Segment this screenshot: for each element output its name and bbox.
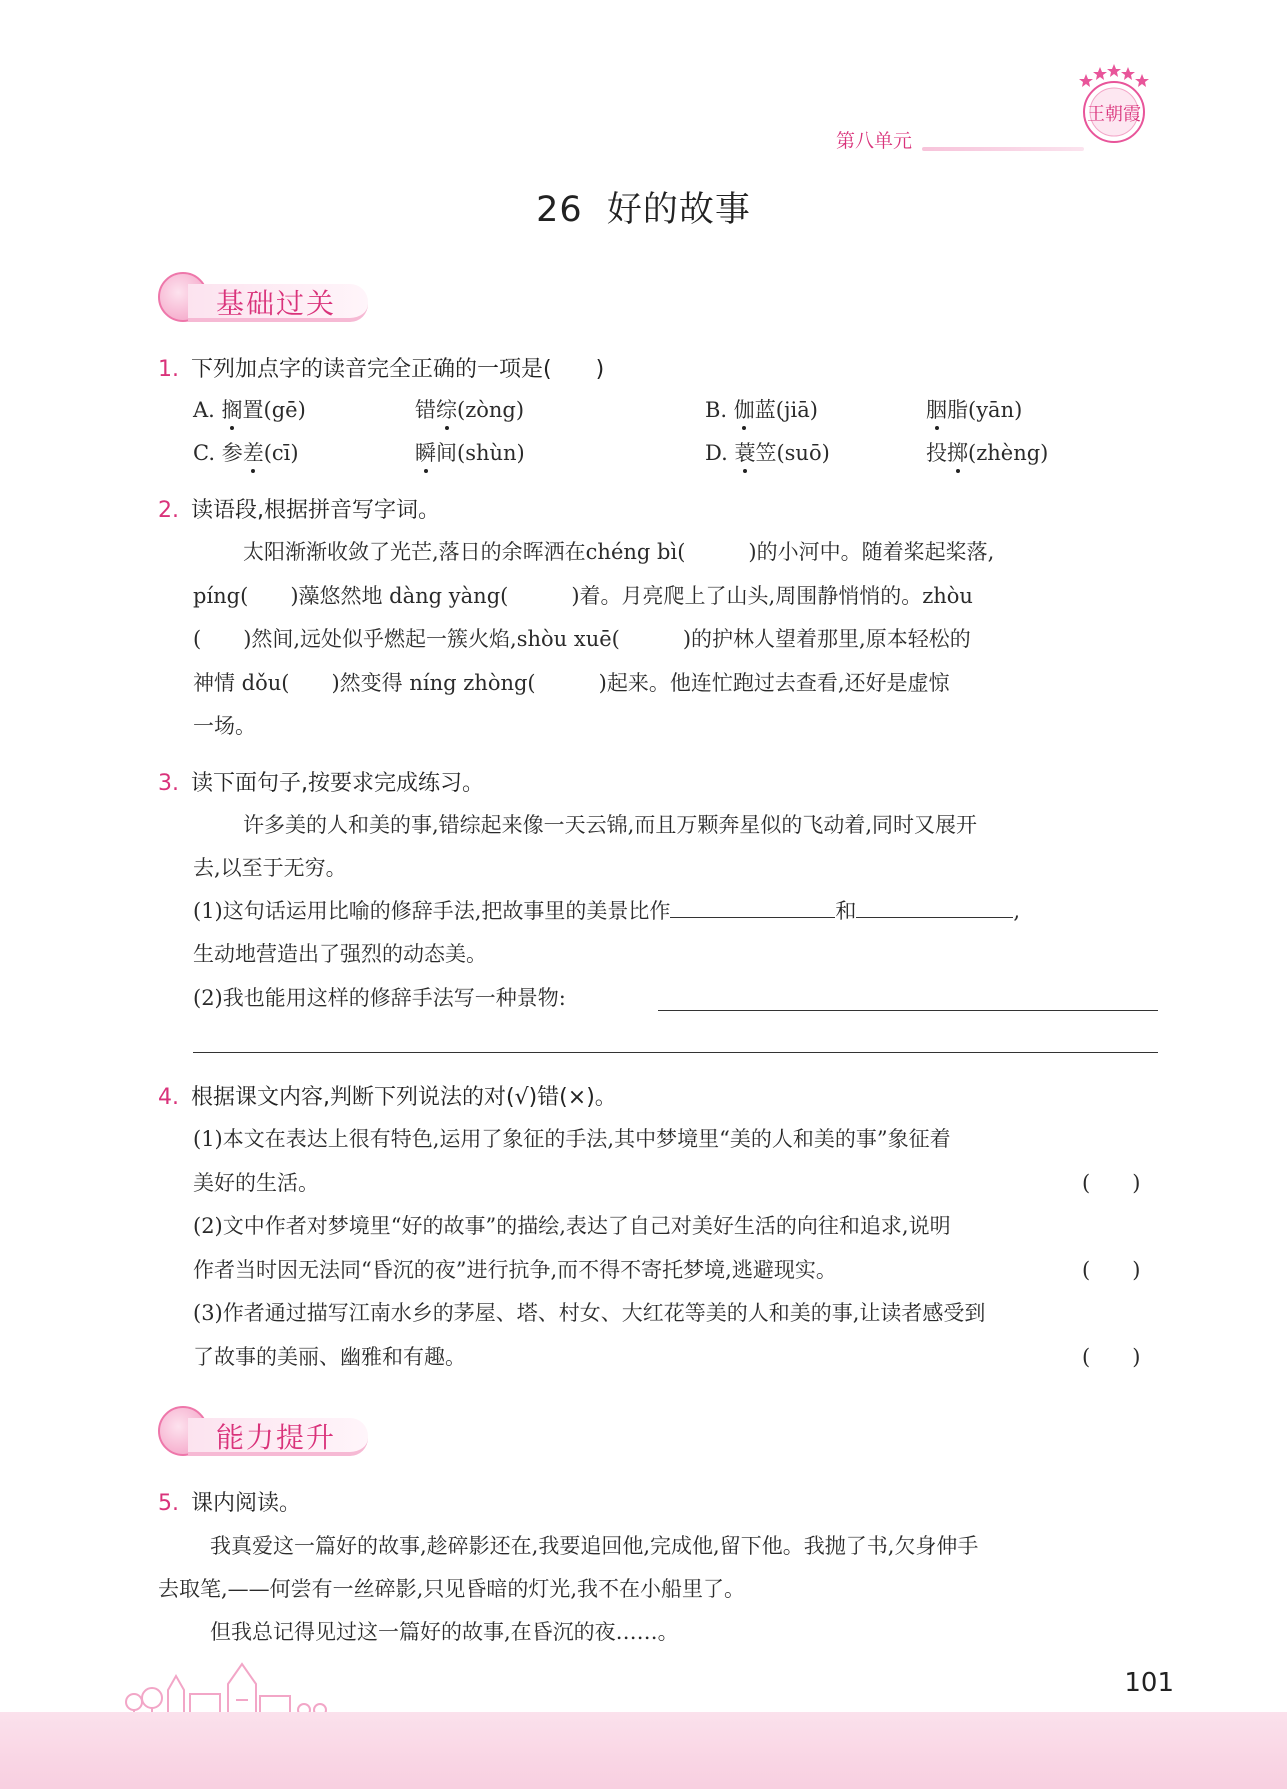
footer-band xyxy=(0,1712,1287,1789)
q5-paragraph-2: 但我总记得见过这一篇好的故事,在昏沉的夜……。 xyxy=(210,1620,679,1644)
unit-label: 第八单元 xyxy=(835,130,912,152)
q2-passage-line-3: ( )然间,远处似乎燃起一簇火焰,shòu xuē( )的护林人望着那里,原本轻松的 xyxy=(193,627,971,651)
q2-passage-line-4: 神情 dǒu( )然变得 níng zhòng( )起来。他连忙跑过去查看,还好是虚惊 xyxy=(193,671,950,695)
section-banner-basic xyxy=(158,272,378,326)
q2-passage-line-2: píng( )藻悠然地 dàng yàng( )着。月亮爬上了山头,周围静悄悄的。zhòu xyxy=(193,584,973,608)
q3-quote-line-1: 许多美的人和美的事,错综起来像一天云锦,而且万颗奔星似的飞动着,同时又展开 xyxy=(243,813,978,837)
lesson-number: 26 xyxy=(536,190,583,230)
section-title-basic: 基础过关 xyxy=(216,287,337,320)
q4-item-1-line-1: (1)本文在表达上很有特色,运用了象征的手法,其中梦境里“美的人和美的事”象征着 xyxy=(193,1127,951,1151)
q5-paragraph-1-line-2: 去取笔,——何尝有一丝碎影,只见昏暗的灯光,我不在小船里了。 xyxy=(158,1577,746,1601)
q4-item-2-line-1: (2)文中作者对梦境里“好的故事”的描绘,表达了自己对美好生活的向往和追求,说明 xyxy=(193,1214,951,1238)
unit-underline xyxy=(922,147,1084,151)
q1-option-d-word2: 投掷(zhèng) xyxy=(926,441,1049,465)
q1-option-a-word2: 错综(zòng) xyxy=(415,398,525,422)
q4-answer-paren-3[interactable]: ( ) xyxy=(1082,1345,1141,1369)
q1-option-a: A. 搁置(gē) xyxy=(193,398,306,422)
page-number: 101 xyxy=(1124,1668,1174,1698)
q1-option-d: D. 蓑笠(suō) xyxy=(705,441,830,465)
question-5-stem: 5. 课内阅读。 xyxy=(158,1491,302,1516)
lesson-title xyxy=(0,182,1287,232)
castle-doodle-icon xyxy=(120,1650,350,1720)
q4-item-3-line-1: (3)作者通过描写江南水乡的茅屋、塔、村女、大红花等美的人和美的事,让读者感受到 xyxy=(193,1301,986,1325)
q5-paragraph-1-line-1: 我真爱这一篇好的故事,趁碎影还在,我要追回他,完成他,留下他。我抛了书,欠身伸手 xyxy=(210,1534,979,1558)
svg-text:王朝霞: 王朝霞 xyxy=(1087,104,1141,125)
q1-option-c-word2: 瞬间(shùn) xyxy=(415,441,525,465)
lesson-name: 好的故事 xyxy=(606,190,751,230)
answer-blank-2[interactable] xyxy=(856,917,1013,918)
q4-answer-paren-1[interactable]: ( ) xyxy=(1082,1171,1141,1195)
question-1-stem: 1. 下列加点字的读音完全正确的一项是( ) xyxy=(158,357,605,382)
q4-item-1-line-2: 美好的生活。 xyxy=(193,1171,319,1195)
section-banner-ability xyxy=(158,1406,378,1460)
q2-passage-line-5: 一场。 xyxy=(193,714,256,738)
q1-option-c: C. 参差(cī) xyxy=(193,441,299,465)
q3-sub1-line-2: 生动地营造出了强烈的动态美。 xyxy=(193,942,487,966)
q1-option-b: B. 伽蓝(jiā) xyxy=(705,398,818,422)
question-4-stem: 4. 根据课文内容,判断下列说法的对(√)错(×)。 xyxy=(158,1085,617,1110)
answer-blank-1[interactable] xyxy=(670,917,835,918)
q3-sub1-line-1: (1)这句话运用比喻的修辞手法,把故事里的美景比作 和 , xyxy=(193,899,1021,923)
q3-quote-line-2: 去,以至于无穷。 xyxy=(193,856,347,880)
q4-answer-paren-2[interactable]: ( ) xyxy=(1082,1258,1141,1282)
q3-answer-line-2[interactable] xyxy=(193,1052,1158,1053)
brand-seal-logo xyxy=(1072,60,1156,150)
question-2-stem: 2. 读语段,根据拼音写字词。 xyxy=(158,498,440,523)
q4-item-3-line-2: 了故事的美丽、幽雅和有趣。 xyxy=(193,1345,466,1369)
section-title-ability: 能力提升 xyxy=(216,1421,337,1454)
q3-answer-line-1[interactable] xyxy=(658,1010,1158,1011)
q2-passage-line-1: 太阳渐渐收敛了光芒,落日的余晖洒在chéng bì( )的小河中。随着桨起桨落, xyxy=(243,540,995,564)
q3-sub2-prompt: (2)我也能用这样的修辞手法写一种景物: xyxy=(193,986,566,1010)
q1-option-b-word2: 胭脂(yān) xyxy=(926,398,1023,422)
question-3-stem: 3. 读下面句子,按要求完成练习。 xyxy=(158,771,484,796)
q4-item-2-line-2: 作者当时因无法同“昏沉的夜”进行抗争,而不得不寄托梦境,逃避现实。 xyxy=(193,1258,837,1282)
